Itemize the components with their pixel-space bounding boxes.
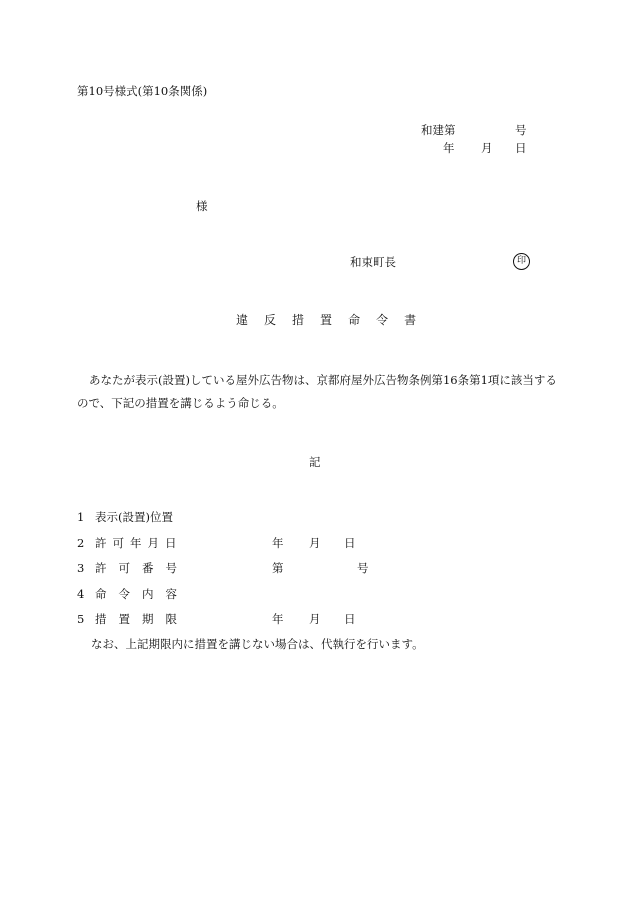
- permit-number-prefix: 第: [272, 561, 284, 575]
- label-char: 可: [112, 536, 124, 550]
- title-char: 命: [348, 313, 361, 327]
- item-label: [95, 586, 177, 602]
- label-char: 号: [165, 561, 177, 575]
- item-label: [95, 535, 177, 551]
- issue-date-month: 月: [481, 141, 493, 155]
- item-label: [95, 560, 177, 576]
- item-number: 2: [77, 536, 85, 550]
- label-char: 措: [95, 612, 107, 626]
- label-char: 命: [95, 587, 107, 601]
- form-number: 第10号様式(第10条関係): [77, 84, 208, 98]
- label-char: 可: [118, 561, 130, 575]
- label-char: 日: [165, 536, 177, 550]
- label-char: 年: [130, 536, 142, 550]
- label-char: 許: [95, 536, 107, 550]
- item-number: 3: [77, 561, 85, 575]
- item-number: 5: [77, 612, 85, 626]
- closing-note: なお、上記期限内に措置を講じない場合は、代執行を行います。: [91, 637, 424, 651]
- ki-heading: 記: [309, 455, 321, 469]
- label-char: 容: [165, 587, 177, 601]
- label-char: 番: [142, 561, 154, 575]
- label-char: 期: [142, 612, 154, 626]
- document-title: [236, 312, 416, 328]
- reference-number-suffix: 号: [515, 123, 527, 137]
- permit-date-month: 月: [309, 536, 321, 550]
- title-char: 令: [376, 313, 389, 327]
- seal-mark: 印: [513, 253, 530, 270]
- reference-number-prefix: 和建第: [421, 123, 456, 137]
- title-char: 書: [404, 313, 417, 327]
- label-char: 限: [165, 612, 177, 626]
- label-char: 内: [142, 587, 154, 601]
- item-label: 表示(設置)位置: [95, 510, 173, 524]
- item-label: [95, 611, 177, 627]
- permit-date-day: 日: [344, 536, 356, 550]
- item-number: 4: [77, 587, 85, 601]
- label-char: 許: [95, 561, 107, 575]
- issuer-name: 和束町長: [350, 255, 396, 269]
- label-char: 月: [147, 536, 159, 550]
- item-number: 1: [77, 510, 85, 524]
- title-char: 反: [264, 313, 277, 327]
- title-char: 違: [236, 313, 249, 327]
- deadline-month: 月: [309, 612, 321, 626]
- title-char: 置: [320, 313, 333, 327]
- issue-date-year: 年: [443, 141, 455, 155]
- label-char: 置: [118, 612, 130, 626]
- permit-number-suffix: 号: [357, 561, 369, 575]
- deadline-day: 日: [344, 612, 356, 626]
- addressee-honorific: 様: [196, 199, 208, 213]
- deadline-year: 年: [272, 612, 284, 626]
- label-char: 令: [118, 587, 130, 601]
- title-char: 措: [292, 313, 305, 327]
- issue-date-day: 日: [515, 141, 527, 155]
- permit-date-year: 年: [272, 536, 284, 550]
- body-paragraph: あなたが表示(設置)している屋外広告物は、京都府屋外広告物条例第16条第1項に該当するので、下記の措置を講じるよう命じる。: [77, 373, 557, 410]
